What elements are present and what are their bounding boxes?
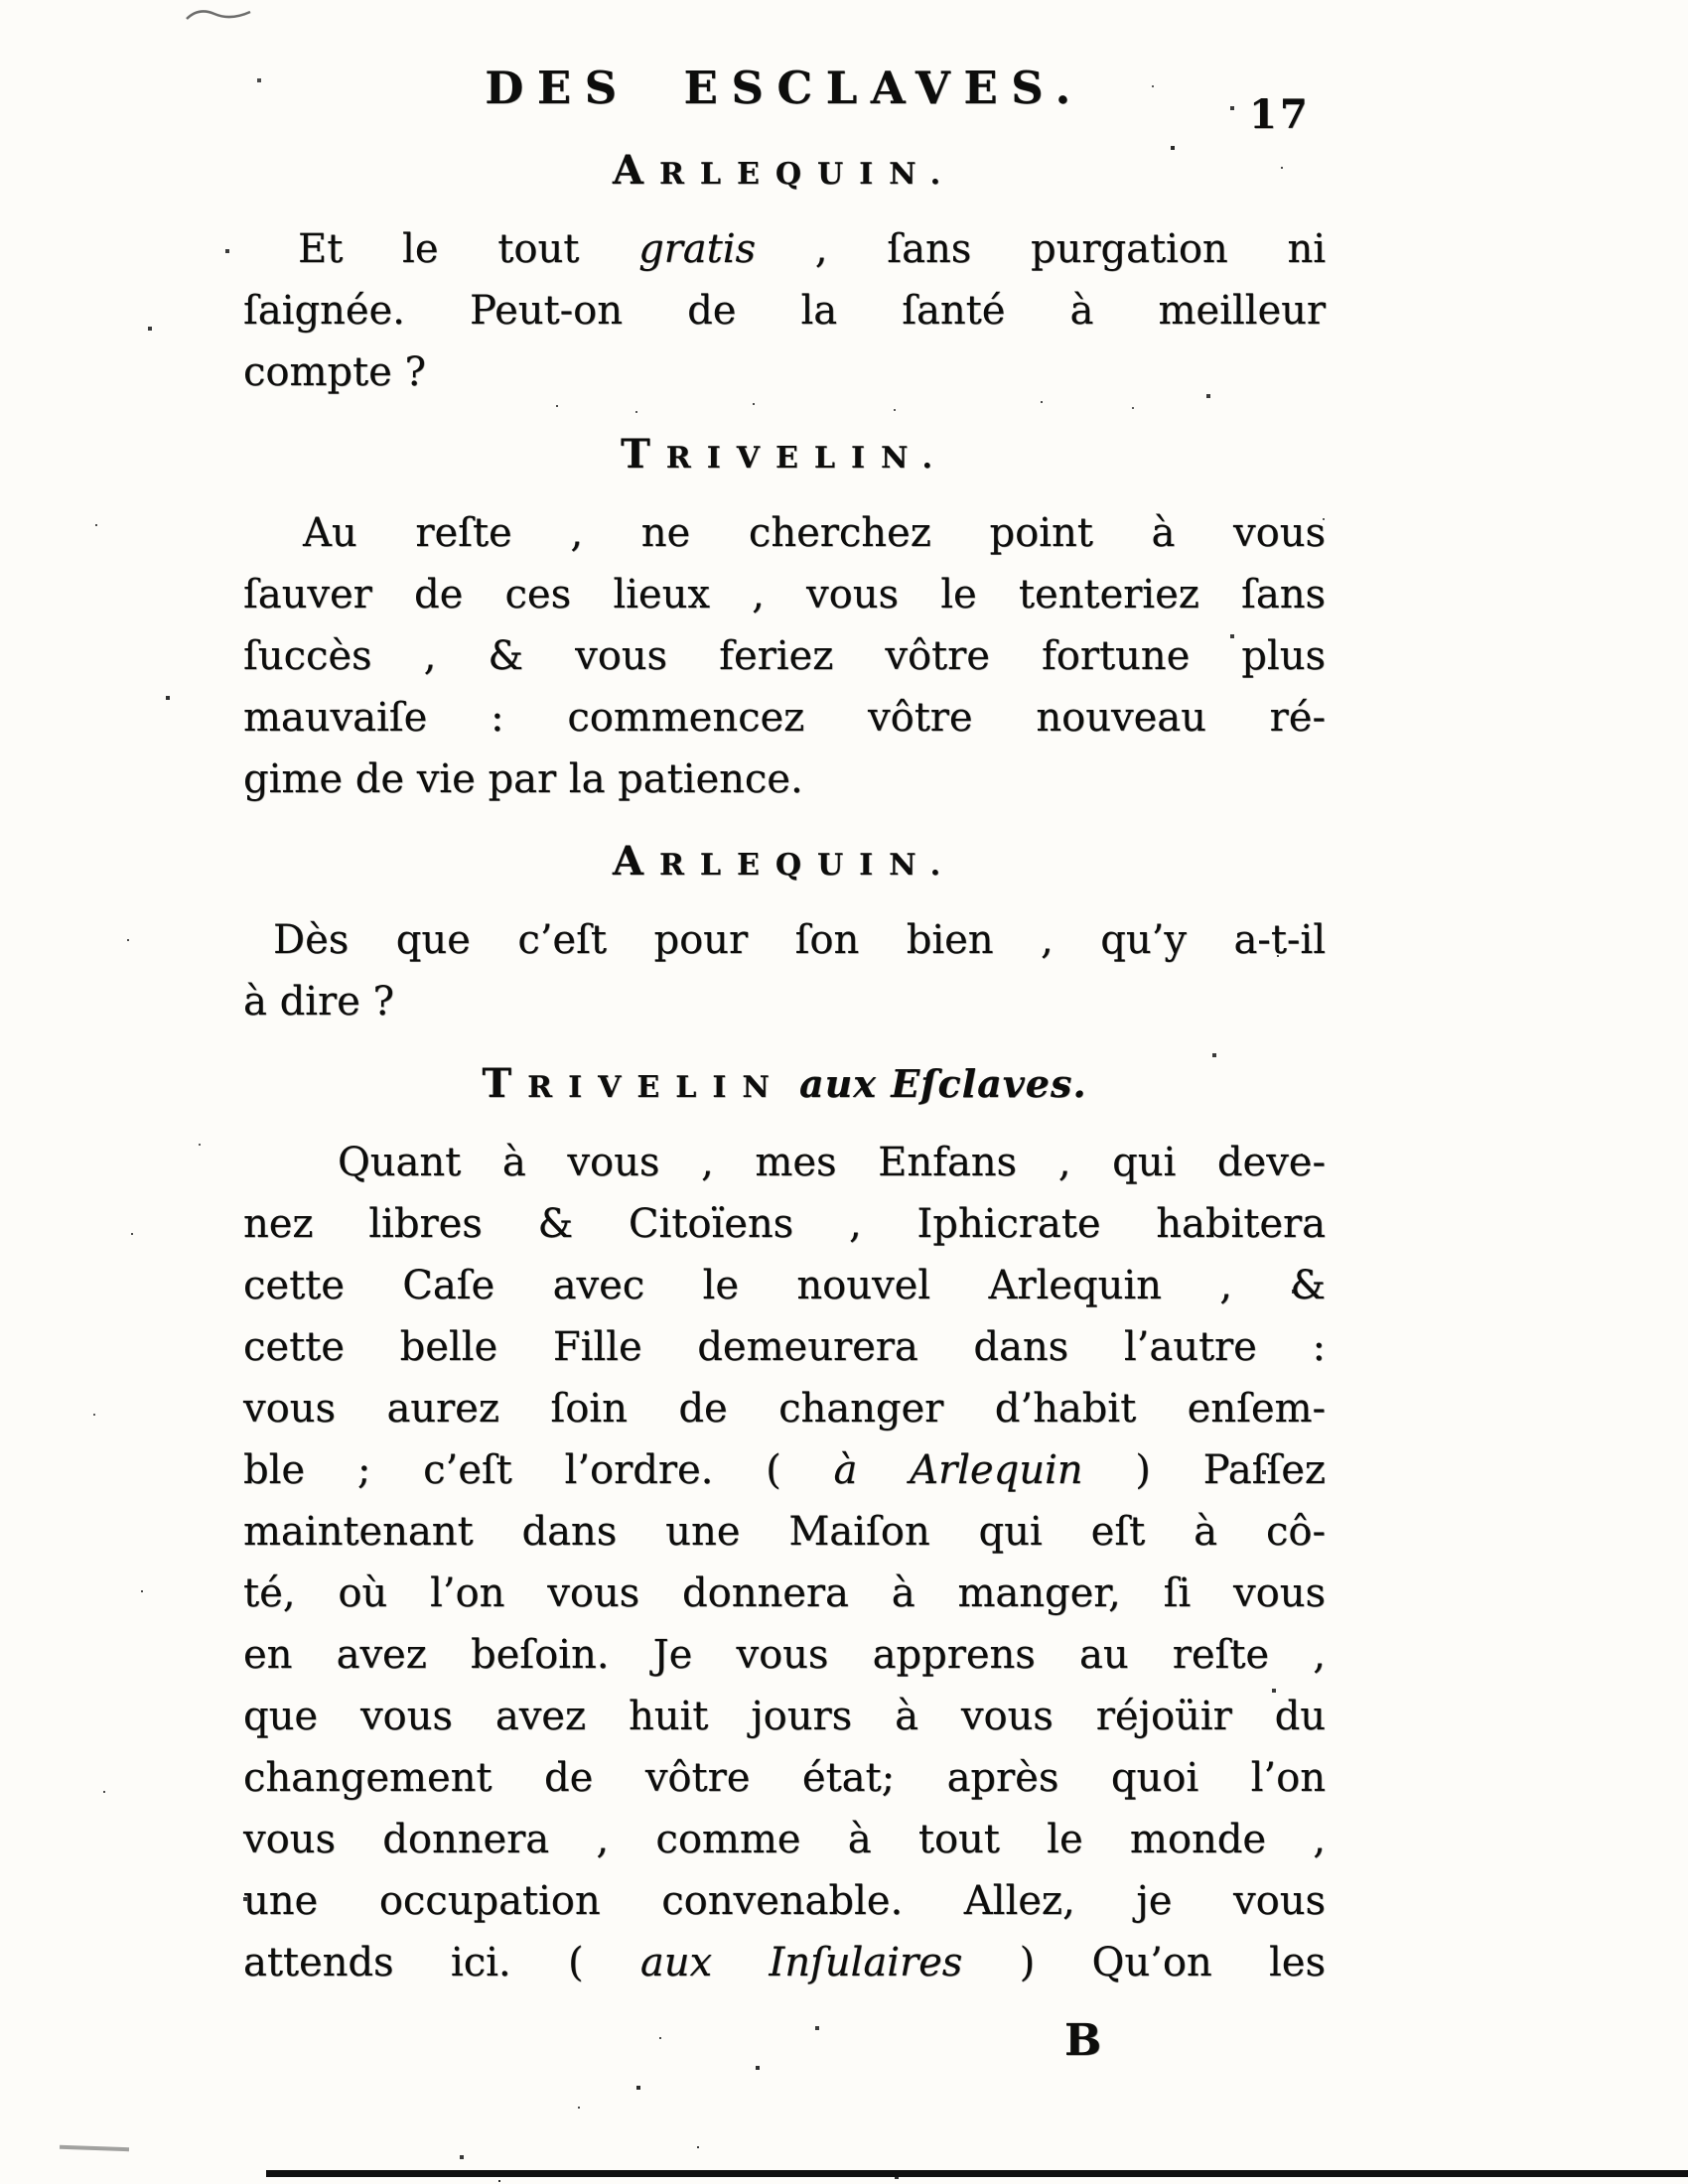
text-column [243, 58, 1326, 2005]
catchword-signature-mark: B [1064, 2015, 1102, 2066]
text-segment: attends ici. ( [243, 1940, 640, 1985]
speaker-name: ARLEQUIN. [612, 838, 957, 885]
speech-line [243, 218, 1326, 280]
italic-text: aux Inſulaires [639, 1940, 963, 1985]
speaker-heading [243, 149, 1326, 201]
speech-paragraph [243, 502, 1326, 810]
text-segment: vous aurez ſoin de changer d’habit enſem- [243, 1386, 1326, 1432]
text-segment: une occupation convenable. Allez, je vous [243, 1878, 1326, 1924]
text-segment: compte ? [243, 349, 426, 395]
text-segment: Quant à vous , mes Enfans , qui deve- [338, 1140, 1326, 1185]
speech-line [243, 1932, 1326, 1993]
speech-line [243, 1809, 1326, 1870]
speech-line [243, 502, 1326, 564]
text-segment: à dire ? [243, 979, 394, 1024]
speech-line [243, 1563, 1326, 1624]
speech-line [243, 625, 1326, 687]
text-segment: mauvaiſe : commencez vôtre nouveau ré- [243, 695, 1326, 741]
speech-line [243, 1193, 1326, 1255]
text-segment: Dès que c’eſt pour ſon bien , qu’y a-t-il [273, 917, 1326, 963]
scan-artifact-squiggle [185, 4, 256, 26]
speaker-heading [243, 433, 1326, 484]
speech-line [243, 280, 1326, 341]
speech-line [243, 1316, 1326, 1378]
speech-paragraph [243, 909, 1326, 1032]
speech-line [243, 1255, 1326, 1316]
scene [243, 149, 1326, 1993]
speech-line [243, 1132, 1326, 1193]
text-segment: ) Paſſez [1082, 1447, 1326, 1493]
speech-line [243, 1747, 1326, 1809]
speech-line [243, 341, 1326, 403]
italic-text: à Arlequin [833, 1447, 1083, 1493]
text-segment: ſuccès , & vous feriez vôtre fortune plus [243, 633, 1326, 679]
text-segment: cette belle Fille demeurera dans l’autre : [243, 1324, 1326, 1370]
scan-artifact-bottom-dash [60, 2145, 129, 2151]
speech-paragraph [243, 218, 1326, 403]
text-segment: , ſans purgation ni [756, 226, 1326, 272]
text-segment: vous donnera , comme à tout le monde , [243, 1817, 1326, 1862]
text-segment: ſaignée. Peut-on de la ſanté à meilleur [243, 288, 1326, 334]
speaker-name: TRIVELIN. [621, 431, 948, 478]
speech-line [243, 1870, 1326, 1932]
speech-paragraph [243, 1132, 1326, 1993]
scan-artifact-bottom-rule [266, 2170, 1688, 2177]
speech-line [243, 1501, 1326, 1563]
speech-line [243, 1439, 1326, 1501]
running-title: DES ESCLAVES. [485, 62, 1084, 114]
speaker-heading [243, 1062, 1326, 1114]
italic-text: aux Eſclaves. [784, 1061, 1087, 1106]
speech-line [243, 1624, 1326, 1686]
speech-line [243, 1686, 1326, 1747]
running-head [243, 58, 1326, 119]
text-segment: maintenant dans une Maiſon qui eſt à cô- [243, 1509, 1326, 1555]
speech-line [243, 909, 1326, 971]
italic-text: gratis [638, 226, 757, 272]
text-segment: gime de vie par la patience. [243, 756, 803, 802]
text-segment: ) Qu’on les [962, 1940, 1327, 1985]
text-segment: ſauver de ces lieux , vous le tenteriez ſans [243, 572, 1326, 617]
speaker-name: ARLEQUIN. [612, 147, 957, 194]
text-segment: nez libres & Citoïens , Iphicrate habitera [243, 1201, 1326, 1247]
speech-line [243, 564, 1326, 625]
speech-line [243, 1378, 1326, 1439]
speech-line [243, 971, 1326, 1032]
text-segment: cette Caſe avec le nouvel Arlequin , & [243, 1263, 1326, 1308]
speech-line [243, 687, 1326, 749]
text-segment: changement de vôtre état; après quoi l’on [243, 1755, 1326, 1801]
text-segment: ble ; c’eſt l’ordre. ( [243, 1447, 834, 1493]
text-segment: Au reſte , ne cherchez point à vous [303, 510, 1326, 556]
text-segment: Et le tout [298, 226, 639, 272]
text-segment: en avez beſoin. Je vous apprens au reſte , [243, 1632, 1326, 1678]
page-number: 17 [1249, 91, 1311, 138]
speaker-name: TRIVELIN [482, 1060, 785, 1107]
text-segment: té, où l’on vous donnera à manger, ſi vous [243, 1570, 1326, 1616]
speaker-heading [243, 840, 1326, 891]
speech-line [243, 749, 1326, 810]
scan-noise-specks [0, 0, 2, 2]
text-segment: que vous avez huit jours à vous réjoüir du [243, 1694, 1326, 1739]
